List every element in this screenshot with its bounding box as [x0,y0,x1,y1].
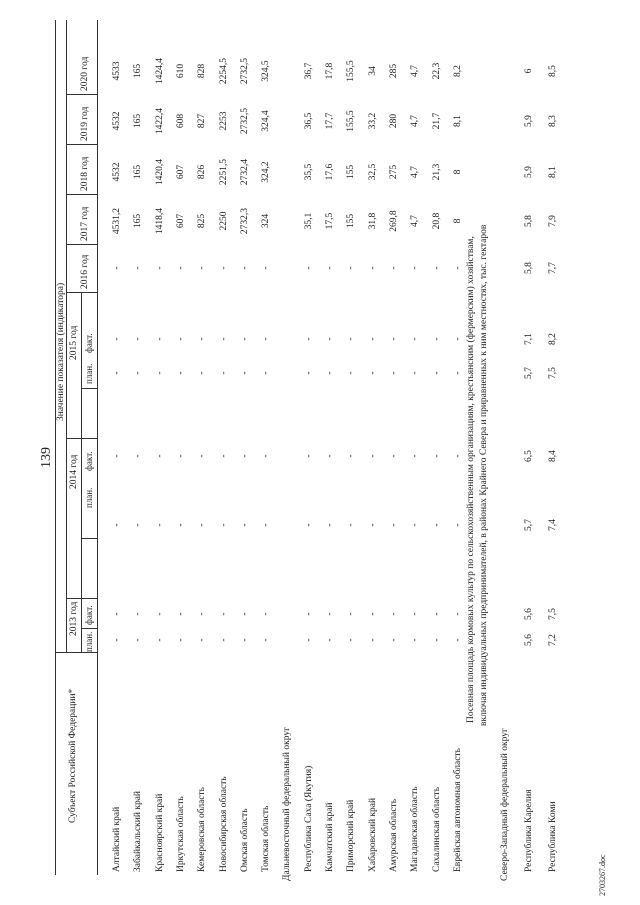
table-cell: - [452,266,463,270]
col-sep-2020 [66,94,97,95]
table-cell: - [197,523,208,527]
row-label: Иркутская область [175,796,186,872]
row-label: Приморский край [346,799,357,872]
col-sep-2013-mid [81,628,97,629]
table-cell: - [261,454,272,458]
table-cell: - [239,638,250,642]
table-cell: 32,5 [367,163,378,181]
table-cell: - [367,638,378,642]
table-cell: - [133,371,144,375]
table-cell: - [410,337,421,341]
row-label: Новосибирская область [218,776,229,872]
table-cell: 1420,4 [154,158,165,186]
table-cell: - [346,371,357,375]
table-cell: 280 [388,113,399,129]
table-cell: - [112,266,122,270]
table-cell: - [197,371,208,375]
table-cell: 8,2 [452,65,463,77]
table-top-border [55,20,56,875]
table-cell: - [431,454,442,458]
table-cell: - [261,337,272,341]
table-cell: 1418,4 [154,207,165,235]
table-cell: - [239,454,250,458]
table-cell: - [431,523,442,527]
table-cell: - [410,454,421,458]
table-cell: - [154,371,165,375]
table-cell: - [175,371,186,375]
table-cell: 17,8 [325,62,335,80]
col-sep-2014-mid [81,538,97,539]
table-cell: 7,5 [548,367,558,379]
table-cell: - [325,612,335,616]
table-cell: 155 [346,164,357,180]
table-cell: - [239,337,250,341]
table-cell: 7,4 [548,519,558,531]
table-cell: 1424,4 [154,57,165,85]
table-cell: 2253 [218,111,229,131]
table-cell: 20,8 [431,212,442,230]
table-cell: - [133,638,144,642]
table-cell: - [346,523,357,527]
table-cell: - [239,523,250,527]
table-cell: 324,2 [261,161,272,183]
row-label: Амурская область [388,798,399,872]
table-cell: - [452,337,463,341]
table-cell: - [431,371,442,375]
row-label: Красноярский край [154,793,165,872]
table-cell: - [112,638,122,642]
table-cell: 827 [197,113,208,129]
col-sep-2015 [66,438,97,439]
page-number: 139 [39,447,54,468]
table-cell: - [261,638,272,642]
table-cell: 31,8 [367,212,378,230]
table-cell: - [367,266,378,270]
table-cell: 4532 [112,162,122,182]
table-cell: - [239,612,250,616]
table-cell: - [346,638,357,642]
table-cell: 4,7 [410,65,421,77]
table-cell: - [388,337,399,341]
table-cell: - [112,454,122,458]
table-cell: 2251,5 [218,158,229,186]
table-cell: - [431,612,442,616]
table-cell: 17,7 [325,112,335,130]
table-cell: - [325,523,335,527]
table-cell: - [175,612,186,616]
table-cell: 607 [175,164,186,180]
table-cell: 5,9 [524,115,534,127]
table-cell: 5,6 [524,608,534,620]
row-label: Еврейская автономная область [452,748,463,872]
table-cell: - [175,638,186,642]
fact-2013: факт. [84,605,94,625]
table-caption-line2: включая индивидуальных предпринимателей, в районах Крайнего Севера и приравненных к ним местностях, тыс. гектаров [479,224,489,726]
col-sep-subject [55,652,97,653]
table-cell: - [367,337,378,341]
table-cell: - [218,454,229,458]
table-cell: - [346,266,357,270]
table-cell: - [112,523,122,527]
table-cell: - [431,638,442,642]
table-cell: - [388,638,399,642]
table-cell: - [431,266,442,270]
table-cell: 2250 [218,211,229,231]
table-cell: - [239,371,250,375]
table-cell: - [197,638,208,642]
table-cell: 7,1 [524,333,534,345]
table-cell: - [452,612,463,616]
file-name: 2703267.doc [598,854,607,896]
header-bottom-border [97,20,98,875]
table-cell: 155 [346,213,357,229]
table-cell: - [325,638,335,642]
table-cell: - [112,337,122,341]
table-cell: - [346,454,357,458]
table-cell: 5,7 [524,519,534,531]
table-cell: - [218,612,229,616]
col-sep-2015-mid [81,388,97,389]
table-cell: 35,5 [303,163,314,181]
row-label: Республика Карелия [524,789,534,872]
table-cell: - [325,337,335,341]
table-cell: - [346,612,357,616]
table-cell: - [112,612,122,616]
table-cell: - [388,612,399,616]
table-cell: - [367,454,378,458]
table-cell: - [388,523,399,527]
table-cell: - [218,371,229,375]
table-cell: - [133,266,144,270]
year-2018-header: 2018 год [80,156,90,191]
table-cell: - [175,454,186,458]
table-cell: 8,4 [548,450,558,462]
table-cell: - [367,371,378,375]
table-cell: 2732,3 [239,207,250,235]
table-cell: 4,7 [410,115,421,127]
table-cell: - [261,371,272,375]
table-cell: - [154,523,165,527]
table-cell: 828 [197,63,208,79]
table-caption-line1: Посевная площадь кормовых культур по сельскохозяйственным организациям, крестьянским (фермерским) хозяйствам, [466,236,476,723]
row-label: Кемеровская область [197,786,208,872]
col-sep-2016 [66,292,97,293]
table-cell: 2732,5 [239,107,250,135]
table-cell: - [218,266,229,270]
table-cell: - [303,337,314,341]
table-cell: 2254,5 [218,57,229,85]
table-cell: - [325,266,335,270]
table-cell: - [431,337,442,341]
col-sep-2019 [66,144,97,145]
table-cell: 34 [367,66,378,76]
year-2013-header: 2013 год [69,601,79,636]
section-row-label: Дальневосточный федеральный округ [282,727,293,881]
table-cell: 36,7 [303,62,314,80]
table-cell: 165 [133,213,144,229]
table-cell: 17,5 [325,212,335,230]
table-cell: 2732,4 [239,158,250,186]
fact-2015: факт. [84,333,94,353]
table-cell: - [175,523,186,527]
table-cell: 36,5 [303,112,314,130]
year-2019-header: 2019 год [80,106,90,141]
plan-2015: план. [84,363,94,384]
indicator-header: Значение показателя (индикатора) [56,282,66,421]
table-cell: 324,4 [261,110,272,132]
year-2016-header: 2016 год [80,254,90,289]
year-2014-header: 2014 год [69,454,79,489]
table-cell: - [112,371,122,375]
col-sep-2017 [66,244,97,245]
table-cell: - [452,523,463,527]
indicator-group-line [66,20,67,653]
table-cell: - [452,371,463,375]
table-cell: 7,7 [548,262,558,274]
table-cell: - [410,612,421,616]
table-cell: 608 [175,113,186,129]
table-cell: 8,3 [548,115,558,127]
table-cell: 4532 [112,111,122,131]
table-cell: - [388,266,399,270]
table-cell: 7,5 [548,608,558,620]
table-cell: - [452,638,463,642]
plan-fact-line [81,293,82,653]
table-cell: - [218,638,229,642]
table-cell: - [452,454,463,458]
row-label: Алтайский край [112,806,122,872]
table-cell: 6 [524,68,534,74]
table-cell: - [154,454,165,458]
table-cell: 4,7 [410,215,421,227]
table-cell: - [303,612,314,616]
table-cell: 165 [133,164,144,180]
year-2017-header: 2017 год [80,206,90,241]
table-cell: - [325,454,335,458]
table-cell: 324 [261,213,272,229]
table-cell: 155,5 [346,60,357,82]
table-cell: - [261,523,272,527]
table-cell: - [218,523,229,527]
table-cell: 6,5 [524,450,534,462]
table-cell: - [261,266,272,270]
table-cell: - [410,266,421,270]
table-cell: - [133,612,144,616]
year-2015-header: 2015 год [69,325,79,360]
table-cell: - [218,337,229,341]
table-cell: 269,8 [388,210,399,232]
table-cell: - [261,612,272,616]
table-cell: 4531,2 [112,207,122,235]
table-cell: - [154,638,165,642]
table-cell: - [303,266,314,270]
table-cell: 21,3 [431,163,442,181]
row-label: Забайкальский край [133,791,144,872]
col-sep-2018 [66,194,97,195]
table-cell: - [410,523,421,527]
table-cell: - [197,266,208,270]
table-cell: - [197,337,208,341]
table-cell: - [388,454,399,458]
table-cell: - [133,337,144,341]
table-cell: 4533 [112,61,122,81]
table-cell: 8,2 [548,333,558,345]
table-cell: 7,9 [548,215,558,227]
table-cell: - [175,266,186,270]
col-sep-2014 [66,598,97,599]
table-cell: - [154,337,165,341]
table-cell: 21,7 [431,112,442,130]
table-cell: - [197,612,208,616]
table-cell: 22,3 [431,62,442,80]
table-cell: - [303,371,314,375]
table-cell: - [133,523,144,527]
table-cell: - [303,638,314,642]
table-cell: 8,5 [548,65,558,77]
table-cell: 8 [452,218,463,224]
table-cell: 285 [388,63,399,79]
table-cell: 610 [175,63,186,79]
table-cell: 4,7 [410,166,421,178]
table-cell: 8,1 [452,115,463,127]
table-cell: - [197,454,208,458]
year-2020-header: 2020 год [80,56,90,91]
table-cell: 2732,5 [239,57,250,85]
row-label: Томская область [261,805,272,872]
table-cell: - [175,337,186,341]
table-cell: - [154,266,165,270]
table-cell: 17,6 [325,163,335,181]
section-row-label: Северо-Западный федеральный округ [500,728,510,881]
table-cell: - [410,371,421,375]
table-cell: 1422,4 [154,107,165,135]
table-cell: - [346,337,357,341]
row-label: Республика Саха (Якутия) [303,765,314,872]
table-cell: 5,6 [524,634,534,646]
table-cell: 33,2 [367,112,378,130]
subject-header: Субъект Российской Федерации* [68,688,78,823]
row-label: Республика Коми [548,801,558,872]
table-cell: - [325,371,335,375]
table-cell: - [133,454,144,458]
table-cell: 8,1 [548,166,558,178]
table-cell: 825 [197,213,208,229]
table-cell: 7,2 [548,634,558,646]
table-cell: 165 [133,113,144,129]
table-cell: - [367,612,378,616]
fact-2014: факт. [84,451,94,471]
row-label: Хабаровский край [367,797,378,872]
table-cell: 275 [388,164,399,180]
table-cell: 607 [175,213,186,229]
plan-2013: план. [84,631,94,652]
table-cell: 5,8 [524,215,534,227]
table-cell: 5,9 [524,166,534,178]
table-cell: 165 [133,63,144,79]
table-cell: 324,5 [261,60,272,82]
table-cell: - [154,612,165,616]
table-cell: 35,1 [303,212,314,230]
table-cell: - [367,523,378,527]
table-cell: - [410,638,421,642]
plan-2014: план. [84,487,94,508]
row-label: Омская область [239,808,250,872]
table-cell: - [303,523,314,527]
table-cell: - [239,266,250,270]
table-cell: 155,5 [346,110,357,132]
table-cell: 8 [452,169,463,175]
table-cell: 5,7 [524,367,534,379]
table-cell: 826 [197,164,208,180]
row-label: Магаданская область [410,786,421,872]
table-cell: - [303,454,314,458]
row-label: Камчатский край [325,802,335,872]
table-cell: - [388,371,399,375]
row-label: Сахалинская область [431,786,442,872]
table-cell: 5,8 [524,262,534,274]
